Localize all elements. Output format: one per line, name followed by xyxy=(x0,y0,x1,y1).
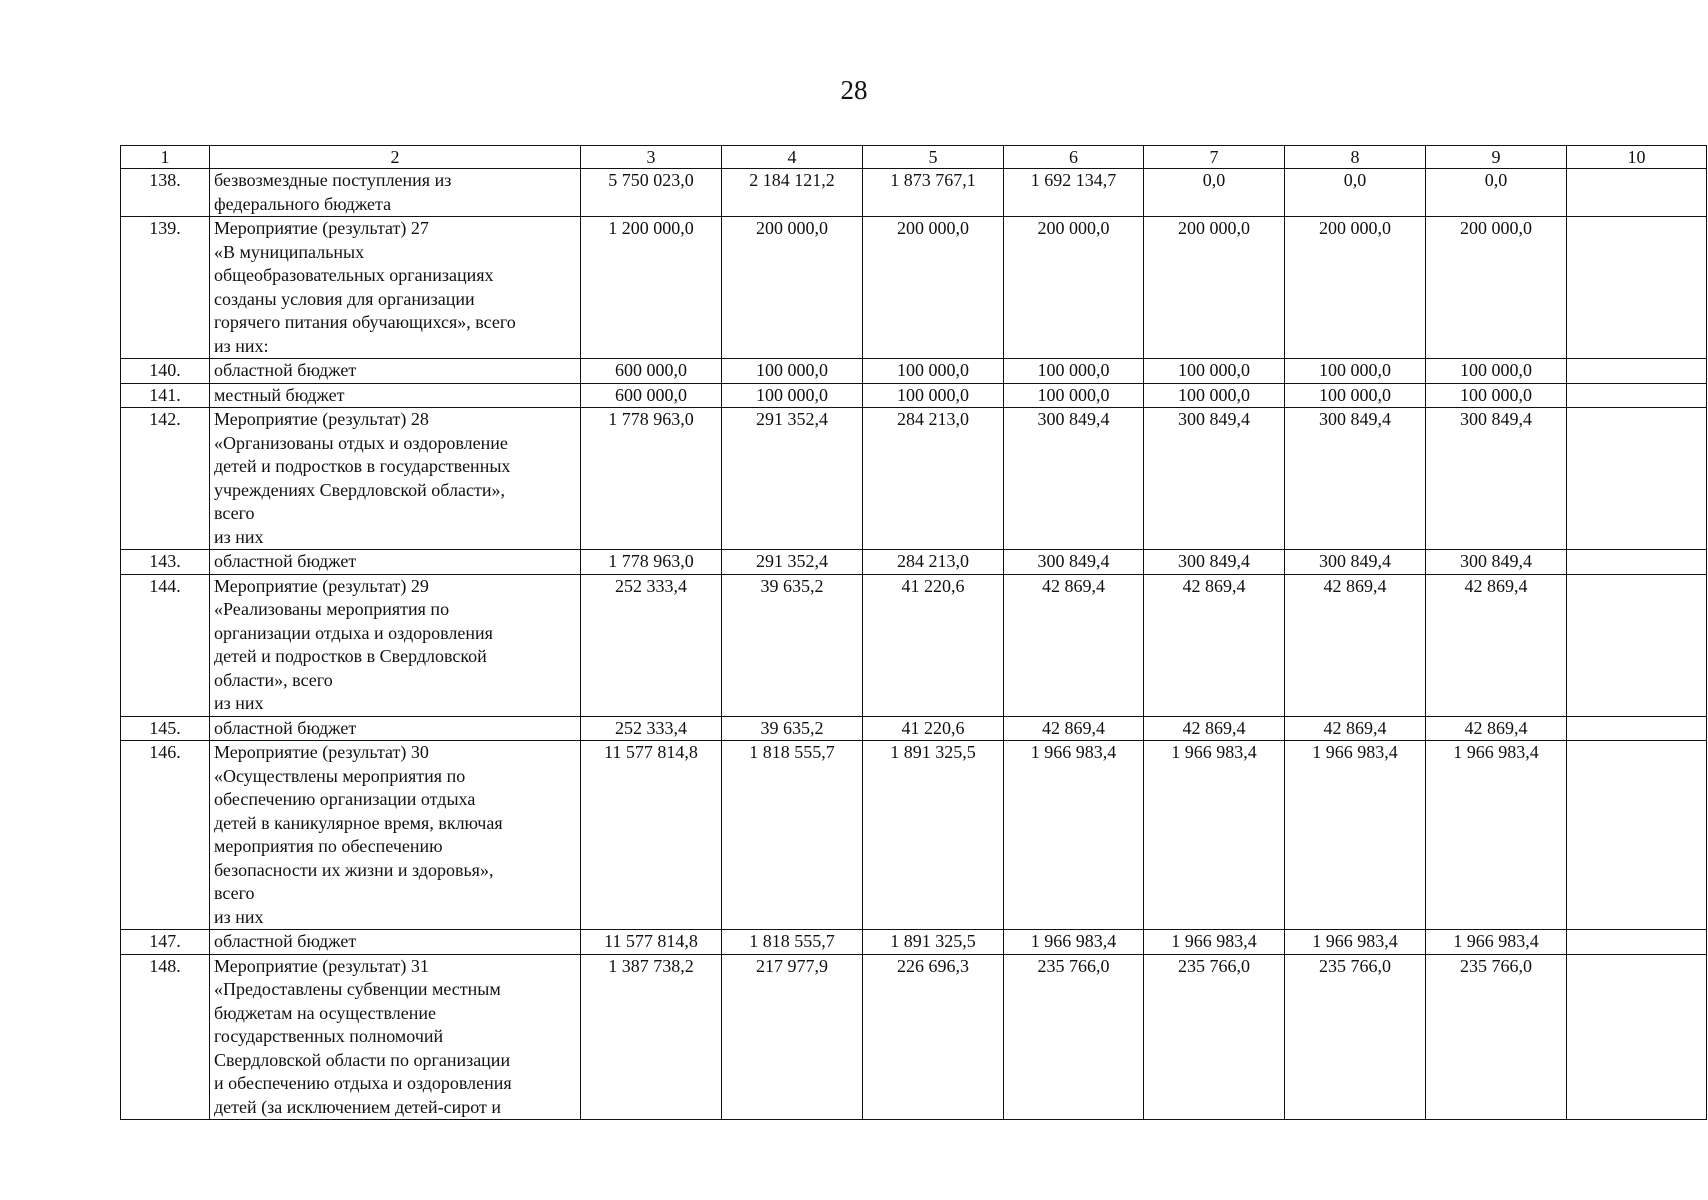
description-line: из них: xyxy=(214,335,269,356)
amount-cell: 42 869,4 xyxy=(1144,574,1285,716)
amount-cell: 235 766,0 xyxy=(1285,954,1426,1120)
column-header: 8 xyxy=(1285,146,1426,169)
column-10-cell xyxy=(1567,359,1707,384)
table-row xyxy=(121,408,1707,550)
amount-cell: 235 766,0 xyxy=(1004,954,1144,1120)
description-line: созданы условия для организации xyxy=(214,288,475,309)
amount-cell: 291 352,4 xyxy=(722,550,863,575)
table-row xyxy=(121,169,1707,217)
amount-cell: 39 635,2 xyxy=(722,716,863,741)
amount-cell: 235 766,0 xyxy=(1144,954,1285,1120)
column-10-cell xyxy=(1567,408,1707,550)
amount-cell: 100 000,0 xyxy=(1004,383,1144,408)
description-line: областной бюджет xyxy=(214,717,357,738)
column-10-cell xyxy=(1567,716,1707,741)
amount-cell: 1 966 983,4 xyxy=(1285,930,1426,955)
amount-cell: 5 750 023,0 xyxy=(581,169,722,217)
description-line: детей и подростков в Свердловской xyxy=(214,646,487,666)
amount-cell: 42 869,4 xyxy=(1004,574,1144,716)
row-number: 148. xyxy=(121,954,210,1120)
amount-cell: 226 696,3 xyxy=(863,954,1004,1120)
column-header: 7 xyxy=(1144,146,1285,169)
description-line: организации отдыха и оздоровления xyxy=(214,622,493,643)
row-description xyxy=(210,954,581,1120)
amount-cell: 284 213,0 xyxy=(863,408,1004,550)
column-header: 3 xyxy=(581,146,722,169)
amount-cell: 1 966 983,4 xyxy=(1285,741,1426,930)
header-row xyxy=(121,146,1707,169)
row-number: 147. xyxy=(121,930,210,955)
amount-cell: 0,0 xyxy=(1426,169,1567,217)
amount-cell: 1 891 325,5 xyxy=(863,930,1004,955)
amount-cell: 1 966 983,4 xyxy=(1426,741,1567,930)
amount-cell: 42 869,4 xyxy=(1285,574,1426,716)
description-line: областной бюджет xyxy=(214,551,357,571)
amount-cell: 0,0 xyxy=(1285,169,1426,217)
table-row xyxy=(121,741,1707,930)
amount-cell: 42 869,4 xyxy=(1426,574,1567,716)
row-description xyxy=(210,741,581,930)
column-header: 5 xyxy=(863,146,1004,169)
row-description xyxy=(210,169,581,217)
amount-cell: 100 000,0 xyxy=(863,383,1004,408)
amount-cell: 2 184 121,2 xyxy=(722,169,863,217)
amount-cell: 200 000,0 xyxy=(1004,217,1144,359)
description-line: обеспечению организации отдыха xyxy=(214,789,476,809)
amount-cell: 1 692 134,7 xyxy=(1004,169,1144,217)
column-10-cell xyxy=(1567,954,1707,1120)
description-line: «Организованы отдых и оздоровление xyxy=(214,432,508,453)
description-line: учреждениях Свердловской области», xyxy=(214,479,505,500)
description-line: областной бюджет xyxy=(214,360,357,380)
amount-cell: 1 778 963,0 xyxy=(581,550,722,575)
table-row xyxy=(121,383,1707,408)
amount-cell: 291 352,4 xyxy=(722,408,863,550)
amount-cell: 100 000,0 xyxy=(1144,359,1285,384)
description-line: «В муниципальных xyxy=(214,241,365,262)
table-row xyxy=(121,930,1707,955)
description-line: горячего питания обучающихся», всего xyxy=(214,312,516,332)
description-line: «Осуществлены мероприятия по xyxy=(214,765,466,786)
amount-cell: 100 000,0 xyxy=(1426,383,1567,408)
amount-cell: 300 849,4 xyxy=(1426,550,1567,575)
column-header: 4 xyxy=(722,146,863,169)
description-line: безопасности их жизни и здоровья», xyxy=(214,859,494,880)
amount-cell: 284 213,0 xyxy=(863,550,1004,575)
column-10-cell xyxy=(1567,550,1707,575)
amount-cell: 100 000,0 xyxy=(1426,359,1567,384)
amount-cell: 1 891 325,5 xyxy=(863,741,1004,930)
row-number: 142. xyxy=(121,408,210,550)
table-row xyxy=(121,716,1707,741)
amount-cell: 1 387 738,2 xyxy=(581,954,722,1120)
row-description xyxy=(210,930,581,955)
amount-cell: 11 577 814,8 xyxy=(581,741,722,930)
row-description xyxy=(210,383,581,408)
amount-cell: 200 000,0 xyxy=(722,217,863,359)
amount-cell: 42 869,4 xyxy=(1426,716,1567,741)
table-row xyxy=(121,574,1707,716)
description-line: местный бюджет xyxy=(214,384,345,405)
column-10-cell xyxy=(1567,741,1707,930)
row-number: 145. xyxy=(121,716,210,741)
row-number: 146. xyxy=(121,741,210,930)
description-line: Мероприятие (результат) 30 xyxy=(214,742,429,762)
description-line: области», всего xyxy=(214,669,333,690)
amount-cell: 300 849,4 xyxy=(1144,550,1285,575)
amount-cell: 100 000,0 xyxy=(722,359,863,384)
row-number: 139. xyxy=(121,217,210,359)
amount-cell: 42 869,4 xyxy=(1144,716,1285,741)
column-header: 9 xyxy=(1426,146,1567,169)
description-line: из них xyxy=(214,906,264,927)
amount-cell: 41 220,6 xyxy=(863,574,1004,716)
amount-cell: 1 200 000,0 xyxy=(581,217,722,359)
page-number: 28 xyxy=(840,75,868,105)
amount-cell: 1 818 555,7 xyxy=(722,930,863,955)
description-line: мероприятия по обеспечению xyxy=(214,836,443,856)
column-header: 10 xyxy=(1567,146,1707,169)
amount-cell: 252 333,4 xyxy=(581,716,722,741)
description-line: бюджетам на осуществление xyxy=(214,1002,436,1023)
description-line: «Предоставлены субвенции местным xyxy=(214,979,501,999)
row-description xyxy=(210,716,581,741)
row-description xyxy=(210,550,581,575)
amount-cell: 1 778 963,0 xyxy=(581,408,722,550)
amount-cell: 300 849,4 xyxy=(1426,408,1567,550)
amount-cell: 11 577 814,8 xyxy=(581,930,722,955)
amount-cell: 200 000,0 xyxy=(863,217,1004,359)
amount-cell: 235 766,0 xyxy=(1426,954,1567,1120)
amount-cell: 600 000,0 xyxy=(581,359,722,384)
description-line: федерального бюджета xyxy=(214,193,392,214)
column-10-cell xyxy=(1567,169,1707,217)
row-number: 141. xyxy=(121,383,210,408)
column-10-cell xyxy=(1567,574,1707,716)
description-line: детей и подростков в государственных xyxy=(214,456,511,476)
description-line: Мероприятие (результат) 31 xyxy=(214,955,429,976)
description-line: Свердловской области по организации xyxy=(214,1049,511,1070)
table-row xyxy=(121,359,1707,384)
column-10-cell xyxy=(1567,383,1707,408)
column-header: 2 xyxy=(210,146,581,169)
amount-cell: 200 000,0 xyxy=(1285,217,1426,359)
row-number: 143. xyxy=(121,550,210,575)
row-number: 138. xyxy=(121,169,210,217)
description-line: из них xyxy=(214,693,264,713)
row-description xyxy=(210,408,581,550)
description-line: областной бюджет xyxy=(214,931,357,951)
amount-cell: 100 000,0 xyxy=(1285,383,1426,408)
column-10-cell xyxy=(1567,217,1707,359)
amount-cell: 300 849,4 xyxy=(1285,550,1426,575)
description-line: детей (за исключением детей-сирот и xyxy=(214,1096,502,1117)
amount-cell: 300 849,4 xyxy=(1144,408,1285,550)
column-10-cell xyxy=(1567,930,1707,955)
amount-cell: 300 849,4 xyxy=(1004,408,1144,550)
amount-cell: 217 977,9 xyxy=(722,954,863,1120)
row-number: 140. xyxy=(121,359,210,384)
amount-cell: 200 000,0 xyxy=(1144,217,1285,359)
row-description xyxy=(210,359,581,384)
amount-cell: 300 849,4 xyxy=(1285,408,1426,550)
description-line: Мероприятие (результат) 27 xyxy=(214,218,429,238)
amount-cell: 100 000,0 xyxy=(1004,359,1144,384)
amount-cell: 1 966 983,4 xyxy=(1004,930,1144,955)
amount-cell: 1 966 983,4 xyxy=(1144,741,1285,930)
description-line: и обеспечению отдыха и оздоровления xyxy=(214,1073,512,1093)
description-line: всего xyxy=(214,503,255,523)
amount-cell: 252 333,4 xyxy=(581,574,722,716)
table-row xyxy=(121,217,1707,359)
amount-cell: 100 000,0 xyxy=(1144,383,1285,408)
description-line: детей в каникулярное время, включая xyxy=(214,812,503,833)
description-line: безвозмездные поступления из xyxy=(214,170,452,190)
amount-cell: 0,0 xyxy=(1144,169,1285,217)
amount-cell: 41 220,6 xyxy=(863,716,1004,741)
amount-cell: 600 000,0 xyxy=(581,383,722,408)
table-row xyxy=(121,954,1707,1120)
description-line: общеобразовательных организациях xyxy=(214,265,494,285)
row-number: 144. xyxy=(121,574,210,716)
amount-cell: 100 000,0 xyxy=(863,359,1004,384)
row-description xyxy=(210,574,581,716)
amount-cell: 39 635,2 xyxy=(722,574,863,716)
amount-cell: 300 849,4 xyxy=(1004,550,1144,575)
description-line: Мероприятие (результат) 29 xyxy=(214,575,429,596)
description-line: всего xyxy=(214,883,255,903)
amount-cell: 200 000,0 xyxy=(1426,217,1567,359)
table-row xyxy=(121,550,1707,575)
amount-cell: 1 873 767,1 xyxy=(863,169,1004,217)
description-line: Мероприятие (результат) 28 xyxy=(214,409,429,429)
amount-cell: 100 000,0 xyxy=(1285,359,1426,384)
description-line: государственных полномочий xyxy=(214,1026,444,1046)
amount-cell: 100 000,0 xyxy=(722,383,863,408)
amount-cell: 1 818 555,7 xyxy=(722,741,863,930)
description-line: из них xyxy=(214,526,264,547)
table-body xyxy=(121,169,1707,1120)
description-line: «Реализованы мероприятия по xyxy=(214,599,450,619)
amount-cell: 42 869,4 xyxy=(1004,716,1144,741)
amount-cell: 1 966 983,4 xyxy=(1144,930,1285,955)
row-description xyxy=(210,217,581,359)
amount-cell: 42 869,4 xyxy=(1285,716,1426,741)
column-header: 6 xyxy=(1004,146,1144,169)
amount-cell: 1 966 983,4 xyxy=(1426,930,1567,955)
budget-table xyxy=(120,145,1707,1120)
column-header: 1 xyxy=(121,146,210,169)
amount-cell: 1 966 983,4 xyxy=(1004,741,1144,930)
